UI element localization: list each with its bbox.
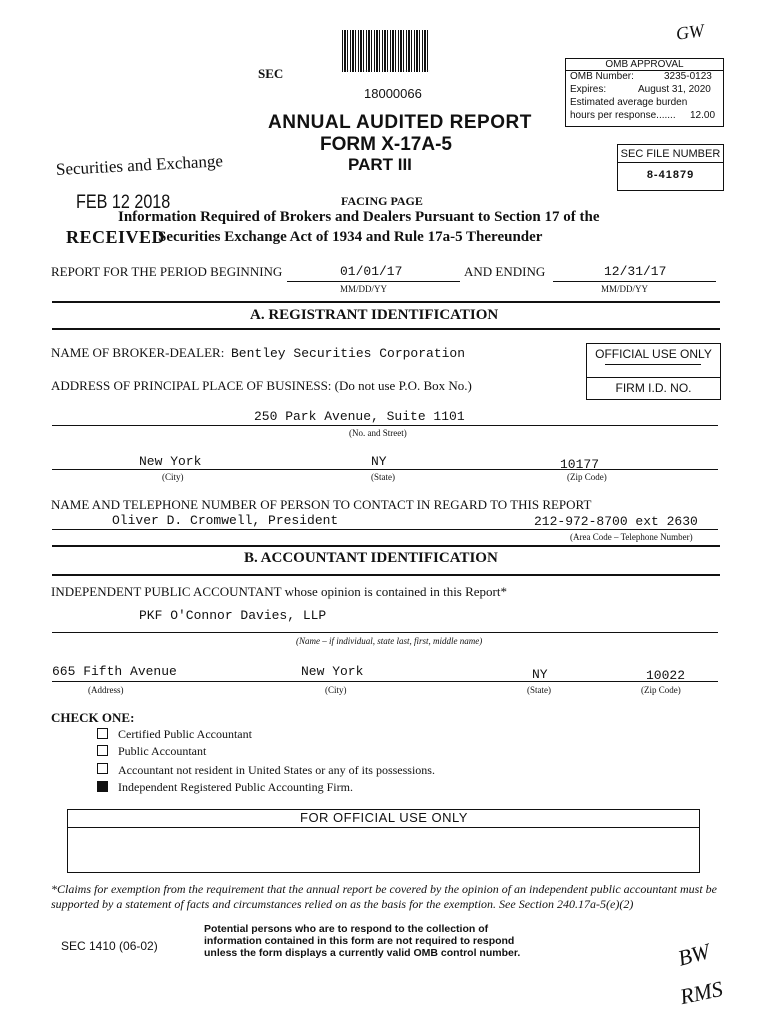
- period-end-label: AND ENDING: [464, 264, 546, 279]
- omb-approval-box: [565, 58, 724, 127]
- info-line-2: Securities Exchange Act of 1934 and Rule 17a-5 Thereunder: [158, 229, 543, 245]
- omb-burden-label: Estimated average burden: [570, 97, 688, 108]
- omb-expires-value: August 31, 2020: [638, 84, 711, 95]
- sec-file-number-label: SEC FILE NUMBER: [618, 146, 723, 163]
- accountant-state-value: NY: [532, 667, 548, 682]
- accountant-name-value: PKF O'Connor Davies, LLP: [139, 608, 327, 623]
- checkbox-certified-public-accountant[interactable]: [97, 728, 108, 739]
- handwritten-initials-bw: BW: [675, 938, 713, 971]
- phone-caption: (Area Code – Telephone Number): [570, 532, 693, 542]
- accountant-city-value: New York: [301, 664, 364, 679]
- phone-value: 212-972-8700 ext 2630: [534, 514, 698, 529]
- contact-label: NAME AND TELEPHONE NUMBER OF PERSON TO CONTACT IN REGARD TO THIS REPORT: [51, 497, 592, 512]
- period-end-value: 12/31/17: [604, 264, 667, 279]
- for-official-use-box: [67, 809, 700, 873]
- omb-expires-label: Expires:: [570, 84, 607, 95]
- omb-burden-hours: hours per response.......: [570, 110, 676, 121]
- omb-number-label: OMB Number:: [570, 71, 634, 82]
- handwritten-initials-top: GW: [674, 20, 706, 44]
- period-begin-format: MM/DD/YY: [340, 284, 388, 294]
- section-a-heading: A. REGISTRANT IDENTIFICATION: [250, 307, 499, 323]
- period-begin-value: 01/01/17: [340, 264, 403, 279]
- accountant-label: INDEPENDENT PUBLIC ACCOUNTANT whose opinion is contained in this Report*: [51, 584, 507, 599]
- omb-notice-line-2: information contained in this form are not required to respond: [204, 935, 515, 947]
- registrant-zip-caption: (Zip Code): [567, 472, 607, 482]
- checkbox-public-accountant[interactable]: [97, 745, 108, 756]
- omb-title: OMB APPROVAL: [566, 59, 723, 71]
- registrant-city-value: New York: [139, 454, 202, 469]
- accountant-zip-caption: (Zip Code): [641, 685, 681, 695]
- section-b-heading: B. ACCOUNTANT IDENTIFICATION: [244, 550, 498, 566]
- handwritten-initials-rms: RMS: [677, 975, 725, 1010]
- registrant-zip-value: 10177: [560, 457, 600, 472]
- accountant-name-caption: (Name – if individual, state last, first, middle name): [296, 636, 483, 646]
- barcode: [342, 30, 430, 72]
- for-official-use-label: FOR OFFICIAL USE ONLY: [300, 810, 468, 825]
- claims-note: *Claims for exemption from the requirement that the annual report be covered by the opinion of an independent public accountant must be supported by a statement of facts and circumstances relied on as the basis for the exemption. See Section 240.17a-5(e)(2): [51, 882, 717, 911]
- accountant-zip-value: 10022: [646, 668, 686, 683]
- registrant-state-caption: (State): [371, 472, 395, 482]
- accountant-address-value: 665 Fifth Avenue: [52, 664, 177, 679]
- sec-file-number-box: [617, 144, 724, 191]
- omb-burden-value: 12.00: [690, 110, 716, 121]
- option-accountant-not-resident: Accountant not resident in United States or any of its possessions.: [118, 763, 435, 777]
- stamp-date: FEB 12 2018: [76, 192, 171, 213]
- omb-notice-line-1: Potential persons who are to respond to the collection of: [204, 923, 489, 935]
- option-independent-registered-firm: Independent Registered Public Accounting Firm.: [118, 780, 353, 794]
- document-number: 18000066: [364, 86, 422, 101]
- checkbox-independent-registered-firm[interactable]: [97, 781, 108, 792]
- form-number: FORM X-17A-5: [320, 134, 452, 155]
- official-use-label: OFFICIAL USE ONLY: [595, 347, 712, 361]
- accountant-state-caption: (State): [527, 685, 551, 695]
- period-begin-label: REPORT FOR THE PERIOD BEGINNING: [51, 264, 283, 279]
- option-certified-public-accountant: Certified Public Accountant: [118, 727, 252, 741]
- official-use-box: [586, 343, 721, 400]
- omb-number-value: 3235-0123: [664, 71, 712, 82]
- broker-dealer-name-value: Bentley Securities Corporation: [231, 346, 466, 361]
- accountant-city-caption: (City): [325, 685, 347, 695]
- stamp-received: RECEIVED: [66, 227, 166, 247]
- form-title: ANNUAL AUDITED REPORT: [268, 112, 532, 133]
- registrant-city-caption: (City): [162, 472, 184, 482]
- period-end-format: MM/DD/YY: [601, 284, 649, 294]
- sec-label: SEC: [258, 66, 284, 81]
- omb-notice-line-3: unless the form displays a currently valid OMB control number.: [204, 947, 521, 959]
- street-caption: (No. and Street): [349, 428, 407, 438]
- stamp-agency: Securities and Exchange: [55, 151, 224, 179]
- broker-dealer-name-label: NAME OF BROKER-DEALER:: [51, 345, 225, 360]
- option-public-accountant: Public Accountant: [118, 744, 207, 758]
- form-code: SEC 1410 (06-02): [61, 939, 158, 953]
- info-line-1: Information Required of Brokers and Dealers Pursuant to Section 17 of the: [118, 209, 600, 225]
- checkbox-accountant-not-resident[interactable]: [97, 763, 108, 774]
- contact-value: Oliver D. Cromwell, President: [112, 513, 339, 528]
- address-label: ADDRESS OF PRINCIPAL PLACE OF BUSINESS: (Do not use P.O. Box No.): [51, 378, 472, 393]
- street-value: 250 Park Avenue, Suite 1101: [254, 409, 465, 424]
- sec-file-number-value: 8-41879: [646, 169, 695, 181]
- form-part: PART III: [348, 155, 412, 174]
- check-one-label: CHECK ONE:: [51, 710, 135, 725]
- accountant-address-caption: (Address): [88, 685, 124, 695]
- registrant-state-value: NY: [371, 454, 387, 469]
- facing-page-label: FACING PAGE: [341, 194, 423, 208]
- firm-id-label: FIRM I.D. NO.: [615, 381, 692, 395]
